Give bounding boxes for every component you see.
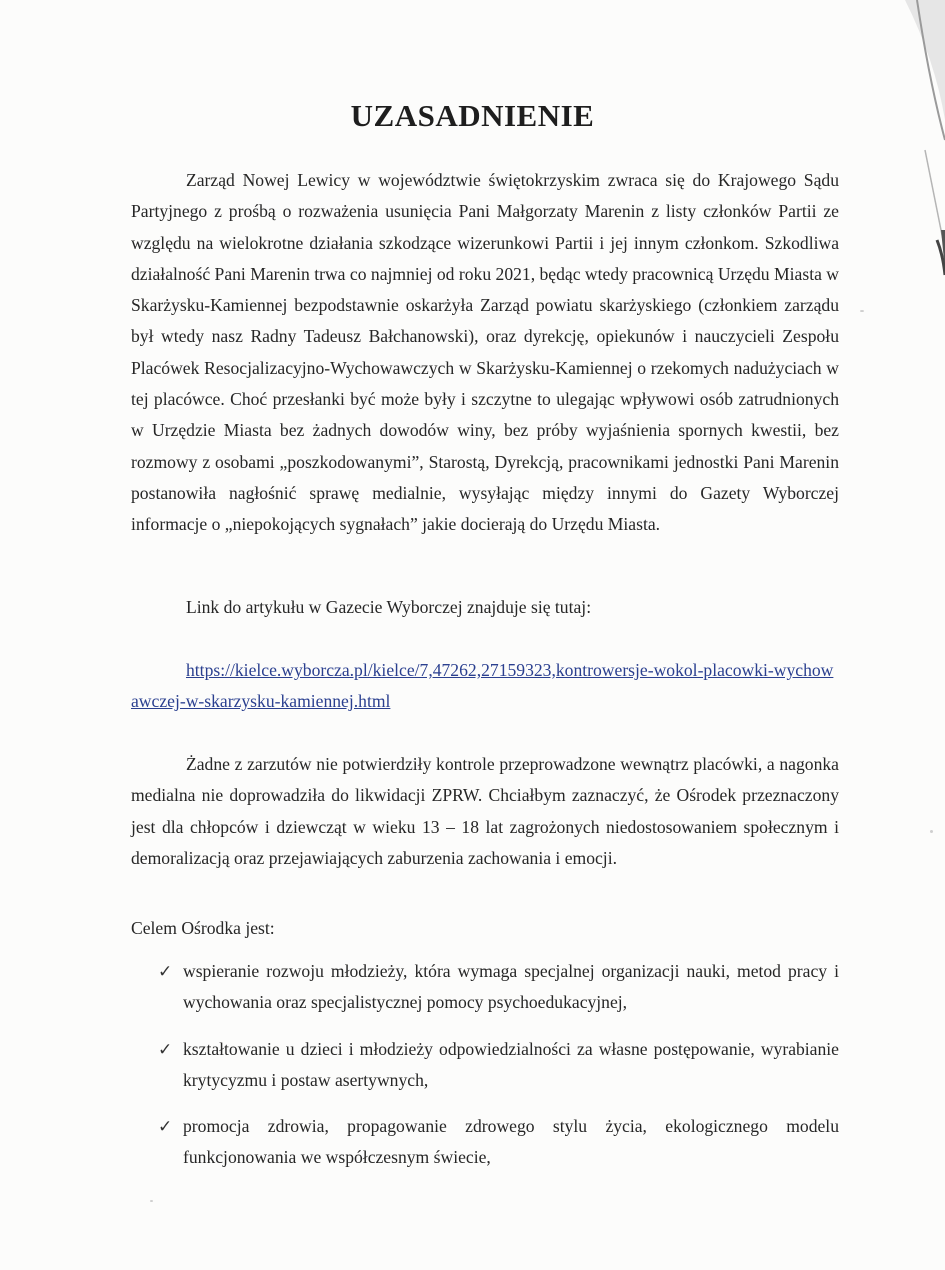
checkmark-icon: ✓ <box>158 962 173 981</box>
page-fold-shadow <box>825 0 945 1270</box>
paragraph-justification: Zarząd Nowej Lewicy w województwie świętokrzyskim zwraca się do Krajowego Sądu Partyjnego z prośbą o rozważenia usunięcia Pani Małgorzaty Marenin z listy członków Partii ze względu na wielokrotne działania szkodzące wizerunkowi Partii i jej innym członkom. Szkodliwa działalność Pani Marenin trwa co najmniej od roku 2021, będąc wtedy pracownicą Urzędu Miasta w Skarżysku-Kamiennej bezpodstawnie oskarżyła Zarząd powiatu skarżyskiego (członkiem zarządu był wtedy nasz Radny Tadeusz Bałchanowski), oraz dyrekcję, opiekunów i nauczycieli Zespołu Placówek Resocjalizacyjno-Wychowawczych w Skarżysku-Kamiennej o rzekomych nadużyciach w tej placówce. Choć przesłanki być może były i szczytne to ulegając wpływowi osób zatrudnionych w Urzędzie Miasta bez żadnych dowodów winy, bez próby wyjaśnienia spornych kwestii, bez rozmowy z osobami „poszkodowanymi”, Starostą, Dyrekcją, pracownikami jednostki Pani Marenin postanowiła nagłośnić sprawę medialnie, wysyłając między innymi do Gazety Wyborczej informacje o „niepokojących sygnałach” jakie docierają do Urzędu Miasta. <box>131 170 839 535</box>
goals-intro: Celem Ośrodka jest: <box>131 918 275 938</box>
paragraph-inspection: Żadne z zarzutów nie potwierdziły kontrole przeprowadzone wewnątrz placówki, a nagonka medialna nie doprowadziła do likwidacji ZPRW. Chciałbym zaznaczyć, że Ośrodek przeznaczony jest dla chłopców i dziewcząt w wieku 13 – 18 lat zagrożonych niedostosowaniem społecznym i demoralizacją oraz przejawiających zaburzenia zachowania i emocji. <box>131 754 839 868</box>
goals-list <box>158 956 839 1189</box>
goal-text: kształtowanie u dzieci i młodzieży odpowiedzialności za własne postępowanie, wyrabianie krytycyzmu i postaw asertywnych, <box>183 1038 839 1090</box>
scan-speck <box>860 310 864 312</box>
checkmark-icon: ✓ <box>158 1039 173 1059</box>
link-intro: Link do artykułu w Gazecie Wyborczej znajduje się tutaj: <box>186 597 592 617</box>
goal-text: wspieranie rozwoju młodzieży, która wymaga specjalnej organizacji nauki, metod pracy i wychowania oraz specjalistycznej pomocy psychoedukacyjnej, <box>183 961 839 1013</box>
article-link-paragraph <box>131 655 839 718</box>
article-link[interactable]: https://kielce.wyborcza.pl/kielce/7,47262,27159323,kontrowersje-wokol-placowki-wychowawczej-w-skarzysku-kamiennej.html <box>131 660 834 712</box>
goal-text: promocja zdrowia, propagowanie zdrowego stylu życia, ekologicznego modelu funkcjonowania we współczesnym świecie, <box>183 1116 839 1168</box>
list-item <box>158 1034 839 1097</box>
list-item <box>158 1111 839 1174</box>
scan-speck <box>150 1200 153 1202</box>
scan-speck <box>930 830 933 833</box>
document-title: UZASADNIENIE <box>350 98 595 133</box>
list-item <box>158 956 839 1019</box>
checkmark-icon: ✓ <box>158 1117 173 1137</box>
